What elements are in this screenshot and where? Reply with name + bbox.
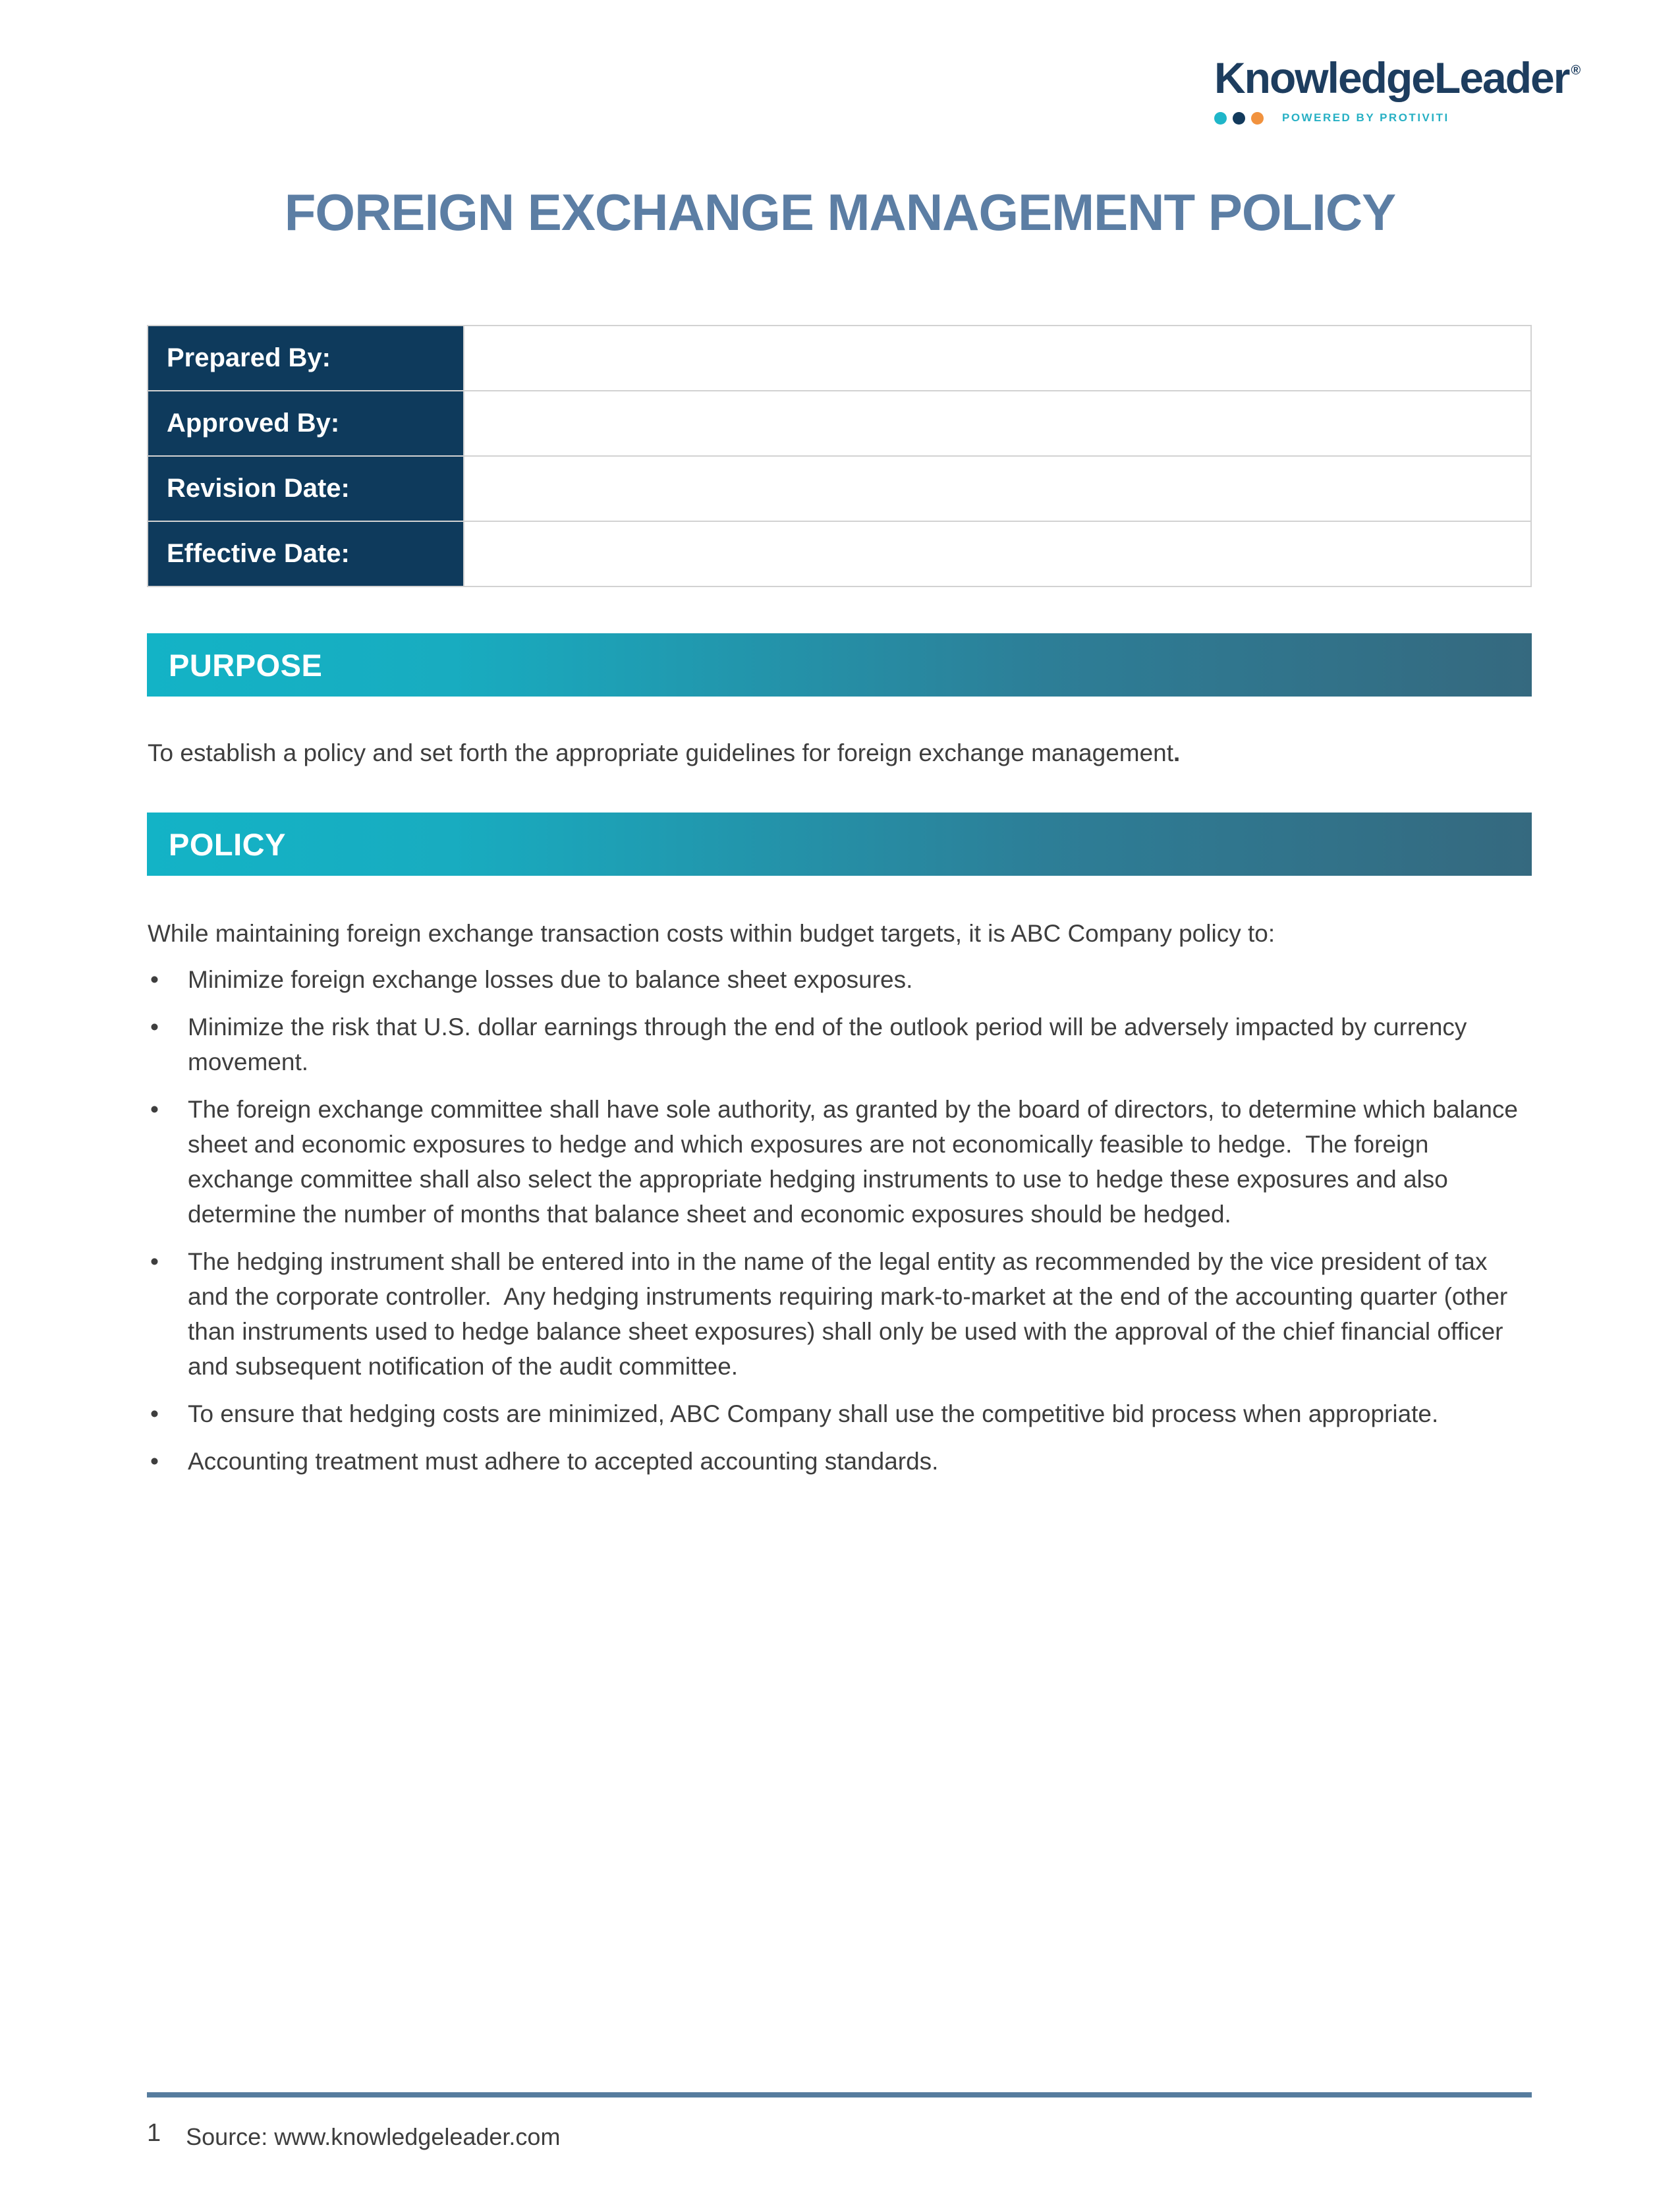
prepared-by-value bbox=[464, 326, 1531, 391]
bullet-icon: • bbox=[150, 1096, 159, 1123]
knowledgeleader-logo bbox=[1214, 55, 1581, 125]
bullet-icon: • bbox=[150, 966, 159, 993]
purpose-body-text bbox=[148, 735, 1532, 770]
logo-brand-text: KnowledgeLeader bbox=[1214, 53, 1569, 102]
source-attribution: Source: www.knowledgeleader.com bbox=[186, 2123, 561, 2150]
list-item bbox=[148, 962, 1532, 997]
logo-wordmark bbox=[1214, 55, 1581, 101]
purpose-body-sentence: To establish a policy and set forth the appropriate guidelines for foreign exchange management bbox=[148, 739, 1174, 766]
teal-dot-icon bbox=[1214, 112, 1227, 125]
footer bbox=[147, 2121, 560, 2149]
list-item bbox=[148, 1010, 1532, 1079]
revision-date-value bbox=[464, 456, 1531, 521]
bullet-icon: • bbox=[150, 1448, 159, 1475]
revision-date-label: Revision Date: bbox=[148, 456, 464, 521]
policy-section-header bbox=[147, 813, 1532, 876]
table-row bbox=[148, 456, 1531, 521]
orange-dot-icon bbox=[1251, 112, 1264, 125]
purpose-section-header bbox=[147, 633, 1532, 697]
approved-by-label: Approved By: bbox=[148, 391, 464, 456]
page-number: 1 bbox=[147, 2119, 161, 2147]
policy-bullet-list bbox=[148, 962, 1532, 1491]
policy-heading: POLICY bbox=[169, 826, 286, 862]
list-item bbox=[148, 1444, 1532, 1479]
bullet-text: Minimize foreign exchange losses due to balance sheet exposures. bbox=[188, 966, 913, 993]
table-row bbox=[148, 521, 1531, 586]
logo-dots-icon bbox=[1214, 112, 1264, 125]
table-row bbox=[148, 391, 1531, 456]
bullet-icon: • bbox=[150, 1248, 159, 1275]
list-item bbox=[148, 1396, 1532, 1431]
bullet-icon: • bbox=[150, 1013, 159, 1041]
footer-divider-rule bbox=[147, 2092, 1532, 2097]
list-item bbox=[148, 1092, 1532, 1232]
list-item bbox=[148, 1244, 1532, 1384]
bullet-text: To ensure that hedging costs are minimized, ABC Company shall use the competitive bid process when appropriate. bbox=[188, 1400, 1439, 1427]
policy-intro-text: While maintaining foreign exchange transaction costs within budget targets, it is ABC Company policy to: bbox=[148, 920, 1275, 947]
logo-subline bbox=[1214, 111, 1581, 125]
navy-dot-icon bbox=[1233, 112, 1245, 125]
table-row bbox=[148, 326, 1531, 391]
prepared-by-label: Prepared By: bbox=[148, 326, 464, 391]
bullet-text: The hedging instrument shall be entered into in the name of the legal entity as recommended by the vice president of tax and the corporate controller. Any hedging instruments requiring mark-to-market at the end of the accounting quarter (other than instruments used to hedge balance sheet exposures) shall only be used with the approval of the chief financial officer and subsequent notification of the audit committee. bbox=[188, 1248, 1515, 1380]
effective-date-label: Effective Date: bbox=[148, 521, 464, 586]
document-info-table bbox=[147, 325, 1532, 587]
bullet-text: Minimize the risk that U.S. dollar earnings through the end of the outlook period will be adversely impacted by currency movement. bbox=[188, 1013, 1474, 1075]
effective-date-value bbox=[464, 521, 1531, 586]
purpose-body-period: . bbox=[1173, 739, 1181, 766]
bullet-text: The foreign exchange committee shall have sole authority, as granted by the board of directors, to determine which balance sheet and economic exposures to hedge and which exposures are not economically feasible to hedge. The foreign exchange committee shall also select the appropriate hedging instruments to use to hedge these exposures and also determine the number of months that balance sheet and economic exposures should be hedged. bbox=[188, 1096, 1525, 1228]
approved-by-value bbox=[464, 391, 1531, 456]
purpose-heading: PURPOSE bbox=[169, 647, 323, 683]
bullet-text: Accounting treatment must adhere to accepted accounting standards. bbox=[188, 1448, 939, 1475]
page-title: FOREIGN EXCHANGE MANAGEMENT POLICY bbox=[284, 183, 1396, 241]
bullet-icon: • bbox=[150, 1400, 159, 1427]
logo-tagline: POWERED BY PROTIVITI bbox=[1282, 111, 1449, 125]
registered-trademark-symbol: ® bbox=[1571, 63, 1581, 78]
